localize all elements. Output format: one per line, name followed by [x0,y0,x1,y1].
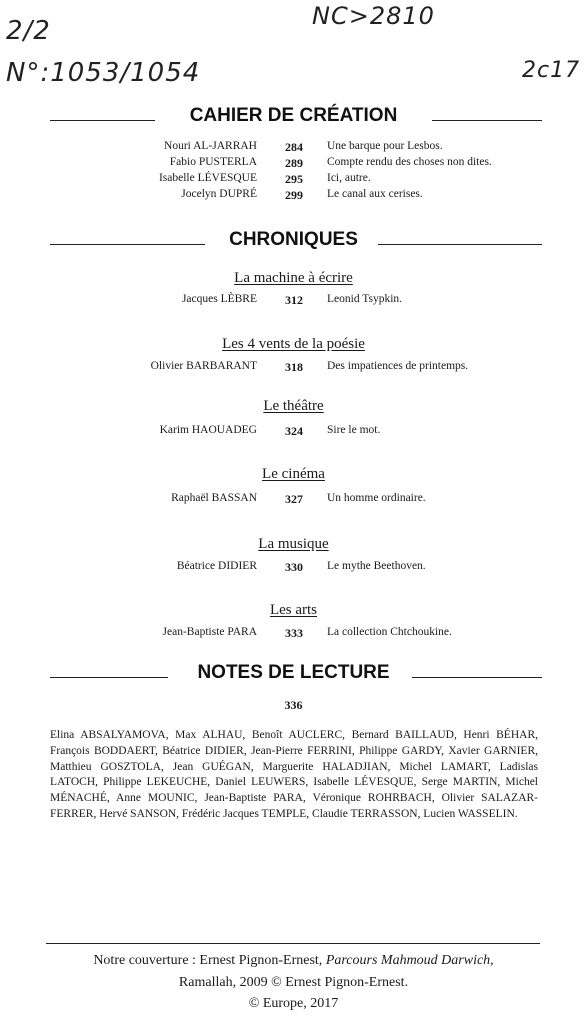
entry-author: Karim HAOUADEG [159,424,257,436]
entry-page: 312 [285,293,303,307]
toc-entry [0,156,587,173]
chronique-subheading: La machine à écrire [234,270,353,286]
entry-page: 333 [285,626,303,640]
entry-title: Sire le mot. [327,424,381,436]
entry-page: 289 [285,156,303,170]
rule-right-notes [412,677,542,678]
entry-title: Une barque pour Lesbos. [327,140,443,152]
entry-page: 324 [285,424,303,438]
section-heading-cahier: CAHIER DE CRÉATION [189,105,398,126]
entry-title: Leonid Tsypkin. [327,293,403,305]
handwritten-code: NC>2810 [312,2,435,30]
entry-page: 299 [285,188,303,202]
chronique-subheading: La musique [258,536,329,552]
toc-entry [0,560,587,577]
cover-credit-prefix: Notre couverture : Ernest Pignon-Ernest, [93,953,326,968]
toc-entry [0,172,587,189]
entry-title: Compte rendu des choses non dites. [327,156,492,168]
handwritten-fraction: 2/2 [6,16,51,46]
chronique-subheading: Le théâtre [263,398,324,414]
chronique-subheading: Le cinéma [262,466,325,482]
entry-title: Des impatiences de printemps. [327,360,469,372]
toc-entry [0,293,587,310]
entry-title: La collection Chtchoukine. [327,626,452,638]
entry-page: 327 [285,492,303,506]
entry-title: Le mythe Beethoven. [327,560,426,572]
chronique-subheading: Les 4 vents de la poésie [222,336,365,352]
toc-entry [0,140,587,157]
toc-entry [0,626,587,643]
toc-entry [0,360,587,377]
entry-author: Fabio PUSTERLA [169,156,257,168]
entry-title: Ici, autre. [327,172,371,184]
entry-author: Jocelyn DUPRÉ [181,188,257,200]
rule-right-cahier [432,120,542,121]
handwritten-right-code: 2c17 [522,58,581,83]
entry-page: 318 [285,360,303,374]
entry-author: Jean-Baptiste PARA [162,626,257,638]
entry-title: Le canal aux cerises. [327,188,423,200]
footer-rule [46,943,540,944]
entry-author: Raphaël BASSAN [171,492,257,504]
entry-author: Nouri AL-JARRAH [164,140,257,152]
entry-author: Olivier BARBARANT [150,360,257,372]
entry-page: 284 [285,140,303,154]
cover-credit-line2: Ramallah, 2009 © Ernest Pignon-Ernest. [178,975,409,990]
chronique-subheading: Les arts [269,602,318,618]
copyright: © Europe, 2017 [248,996,339,1011]
section-heading-notes: NOTES DE LECTURE [197,662,390,683]
entry-author: Isabelle LÉVESQUE [158,172,257,184]
handwritten-catalog-number: N°:1053/1054 [6,58,201,88]
toc-entry [0,424,587,441]
rule-right-chroniques [378,244,542,245]
entry-author: Béatrice DIDIER [176,560,257,572]
entry-page: 330 [285,560,303,574]
entry-author: Jacques LÈBRE [181,293,257,305]
cover-credit-work: Parcours Mahmoud Darwich, [325,953,494,968]
notes-contributors: Elina ABSALYAMOVA, Max ALHAU, Benoît AUCLERC, Bernard BAILLAUD, Henri BÉHAR, François BODDAERT, Béatrice DIDIER, Jean-Pierre FERRINI, Philippe GARDY, Xavier GARNIER, Matthieu GOSZTOLA, Jean GUÉGAN, Marguerite HALADJIAN, Michel LAMART, Ladislas LATOCH, Philippe LEKEUCHE, Daniel LEUWERS, Isabelle LÉVESQUE, Serge MARTIN, Michel MÉNACHÉ, Anne MOUNIC, Jean-Baptiste PARA, Véronique ROHRBACH, Olivier SALAZAR-FERRER, Hervé SANSON, Frédéric Jacques TEMPLE, Claudie TERRASSON, Lucien WASSELIN. [50,729,538,820]
entry-page: 295 [285,172,303,186]
cover-credit [0,950,587,971]
notes-page-number: 336 [284,698,303,712]
toc-entry [0,492,587,509]
section-heading-chroniques: CHRONIQUES [229,229,358,250]
toc-entry [0,188,587,205]
entry-title: Un homme ordinaire. [327,492,426,504]
